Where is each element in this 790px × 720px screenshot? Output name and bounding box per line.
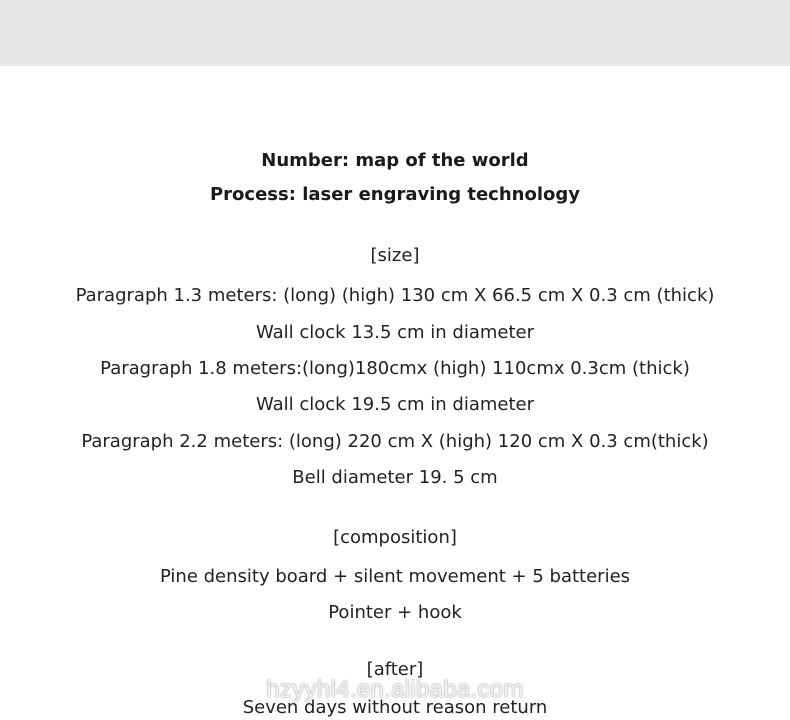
size-line: Wall clock 19.5 cm in diameter bbox=[255, 394, 535, 415]
composition-line: Pine density board + silent movement + 5 batteries bbox=[159, 566, 631, 587]
size-heading: [size] bbox=[370, 245, 420, 266]
top-gray-band bbox=[0, 0, 790, 66]
size-line: Paragraph 1.3 meters: (long) (high) 130 cm X 66.5 cm X 0.3 cm (thick) bbox=[75, 285, 715, 306]
process-line: Process: laser engraving technology bbox=[209, 184, 581, 205]
watermark-text: hzyyhl4.en.alibaba.com bbox=[266, 676, 524, 703]
size-line: Paragraph 2.2 meters: (long) 220 cm X (high) 120 cm X 0.3 cm(thick) bbox=[81, 431, 709, 452]
number-line: Number: map of the world bbox=[261, 150, 529, 171]
size-line: Wall clock 13.5 cm in diameter bbox=[255, 322, 535, 343]
composition-heading: [composition] bbox=[333, 527, 457, 548]
size-line: Bell diameter 19. 5 cm bbox=[292, 467, 498, 488]
after-heading: [after] bbox=[366, 659, 424, 680]
composition-line: Pointer + hook bbox=[328, 602, 462, 623]
after-line: Seven days without reason return bbox=[242, 697, 548, 718]
size-line: Paragraph 1.8 meters:(long)180cmx (high) 110cmx 0.3cm (thick) bbox=[100, 358, 690, 379]
